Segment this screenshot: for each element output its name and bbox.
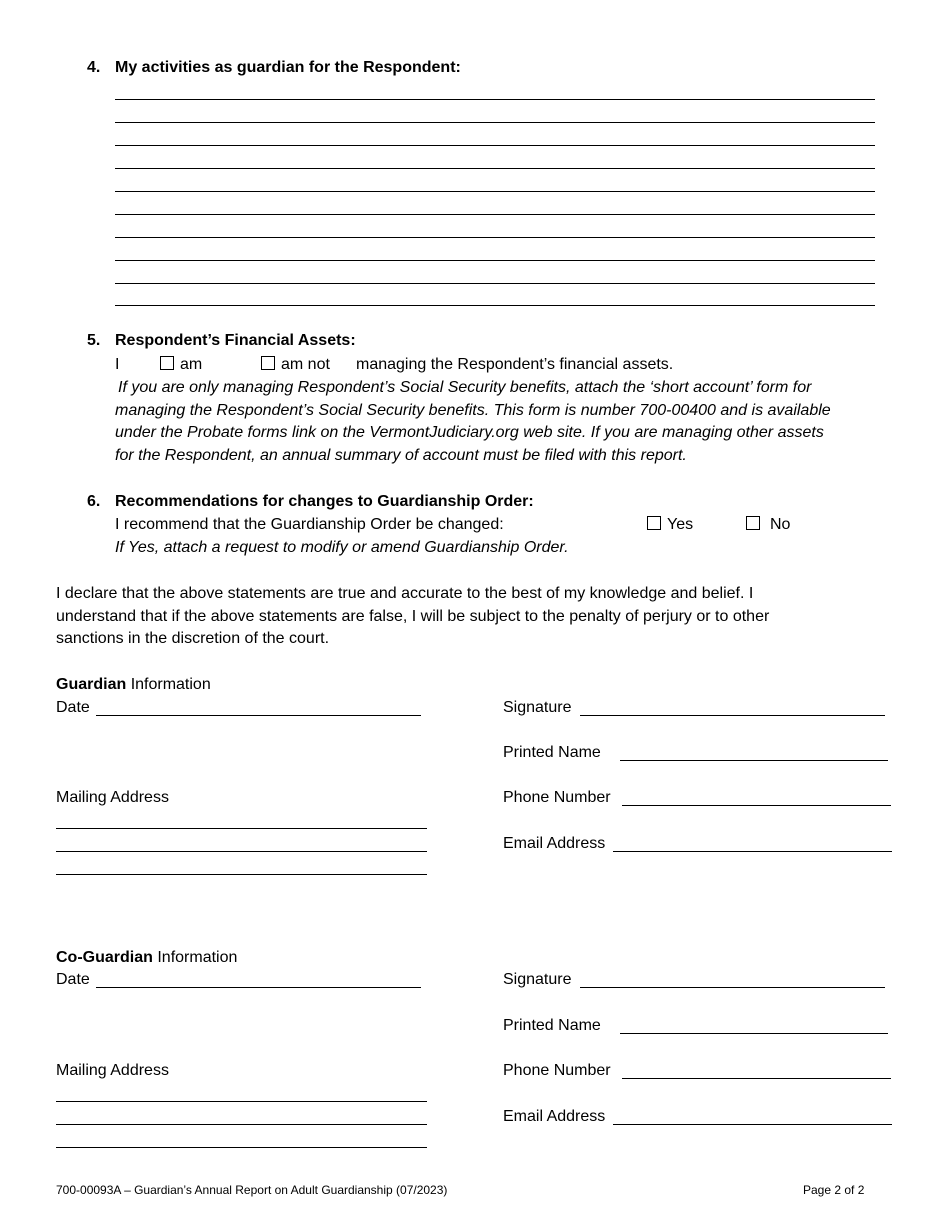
guardian-printed-name-field[interactable] — [620, 760, 888, 761]
coguardian-address-line[interactable] — [56, 1124, 427, 1125]
coguardian-address-line[interactable] — [56, 1147, 427, 1148]
guardian-address-line[interactable] — [56, 874, 427, 875]
coguardian-email-label: Email Address — [503, 1108, 606, 1125]
am-option[interactable] — [160, 356, 202, 374]
coguardian-signature-label: Signature — [503, 971, 572, 988]
am-not-option[interactable] — [261, 356, 330, 374]
guardian-signature-field[interactable] — [580, 715, 885, 716]
coguardian-phone-label: Phone Number — [503, 1062, 611, 1079]
guardian-address-line[interactable] — [56, 828, 427, 829]
guardian-info-title — [56, 676, 211, 694]
yes-option[interactable] — [647, 516, 693, 534]
guardian-address-line[interactable] — [56, 851, 427, 852]
footer-page-number: Page 2 of 2 — [803, 1183, 865, 1197]
coguardian-email-field[interactable] — [613, 1124, 892, 1125]
section-6-heading: Recommendations for changes to Guardianship Order: — [115, 493, 534, 510]
guardian-title-bold: Guardian — [56, 676, 127, 693]
activity-line[interactable] — [115, 214, 875, 215]
am-not-label: am not — [281, 356, 330, 373]
guardian-signature-label: Signature — [503, 699, 572, 716]
coguardian-date-field[interactable] — [96, 987, 421, 988]
activity-line[interactable] — [115, 168, 875, 169]
section-5-prefix: I — [115, 356, 120, 373]
am-label: am — [180, 356, 203, 373]
section-5-note-line1: If you are only managing Respondent’s Social Security benefits, attach the ‘short account’ form for — [118, 379, 812, 396]
yes-checkbox[interactable] — [647, 516, 661, 530]
coguardian-mailing-address-label: Mailing Address — [56, 1062, 169, 1079]
activity-line[interactable] — [115, 145, 875, 146]
coguardian-title-bold: Co-Guardian — [56, 949, 153, 966]
guardian-phone-label: Phone Number — [503, 789, 611, 806]
guardian-mailing-address-label: Mailing Address — [56, 789, 169, 806]
activity-line[interactable] — [115, 191, 875, 192]
guardian-phone-field[interactable] — [622, 805, 891, 806]
declaration-line1: I declare that the above statements are true and accurate to the best of my knowledge and belief. I — [56, 585, 754, 602]
section-5-note-line4: for the Respondent, an annual summary of account must be filed with this report. — [115, 447, 687, 464]
guardian-date-label: Date — [56, 699, 90, 716]
section-5-number: 5. — [87, 332, 101, 349]
no-option[interactable] — [746, 516, 790, 534]
declaration-line3: sanctions in the discretion of the court. — [56, 630, 330, 647]
section-4-heading: My activities as guardian for the Respondent: — [115, 59, 461, 76]
coguardian-phone-field[interactable] — [622, 1078, 891, 1079]
coguardian-info-title — [56, 949, 237, 967]
section-6-number: 6. — [87, 493, 101, 510]
section-5-note-line2: managing the Respondent’s Social Security benefits. This form is number 700-00400 and is available — [115, 402, 831, 419]
am-not-checkbox[interactable] — [261, 356, 275, 370]
coguardian-date-label: Date — [56, 971, 90, 988]
footer-form-title: 700-00093A – Guardian’s Annual Report on Adult Guardianship (07/2023) — [56, 1183, 448, 1197]
section-5-note-line3: under the Probate forms link on the VermontJudiciary.org web site. If you are managing other assets — [115, 424, 824, 441]
section-5-suffix: managing the Respondent’s financial assets. — [356, 356, 674, 373]
no-checkbox[interactable] — [746, 516, 760, 530]
activity-line[interactable] — [115, 99, 875, 100]
coguardian-address-line[interactable] — [56, 1101, 427, 1102]
guardian-email-field[interactable] — [613, 851, 892, 852]
no-label: No — [770, 516, 791, 533]
activity-line[interactable] — [115, 283, 875, 284]
section-6-question: I recommend that the Guardianship Order be changed: — [115, 516, 504, 533]
coguardian-printed-name-field[interactable] — [620, 1033, 888, 1034]
yes-label: Yes — [667, 516, 694, 533]
coguardian-signature-field[interactable] — [580, 987, 885, 988]
section-5-heading: Respondent’s Financial Assets: — [115, 332, 356, 349]
guardian-title-rest: Information — [130, 676, 211, 693]
guardian-email-label: Email Address — [503, 835, 606, 852]
am-checkbox[interactable] — [160, 356, 174, 370]
section-6-note: If Yes, attach a request to modify or amend Guardianship Order. — [115, 539, 569, 556]
declaration-line2: understand that if the above statements are false, I will be subject to the penalty of perjury or to other — [56, 608, 770, 625]
section-4-number: 4. — [87, 59, 101, 76]
coguardian-title-rest: Information — [157, 949, 238, 966]
guardian-printed-name-label: Printed Name — [503, 744, 601, 761]
coguardian-printed-name-label: Printed Name — [503, 1017, 601, 1034]
activity-line[interactable] — [115, 305, 875, 306]
guardian-date-field[interactable] — [96, 715, 421, 716]
activity-line[interactable] — [115, 260, 875, 261]
activity-line[interactable] — [115, 122, 875, 123]
activity-line[interactable] — [115, 237, 875, 238]
